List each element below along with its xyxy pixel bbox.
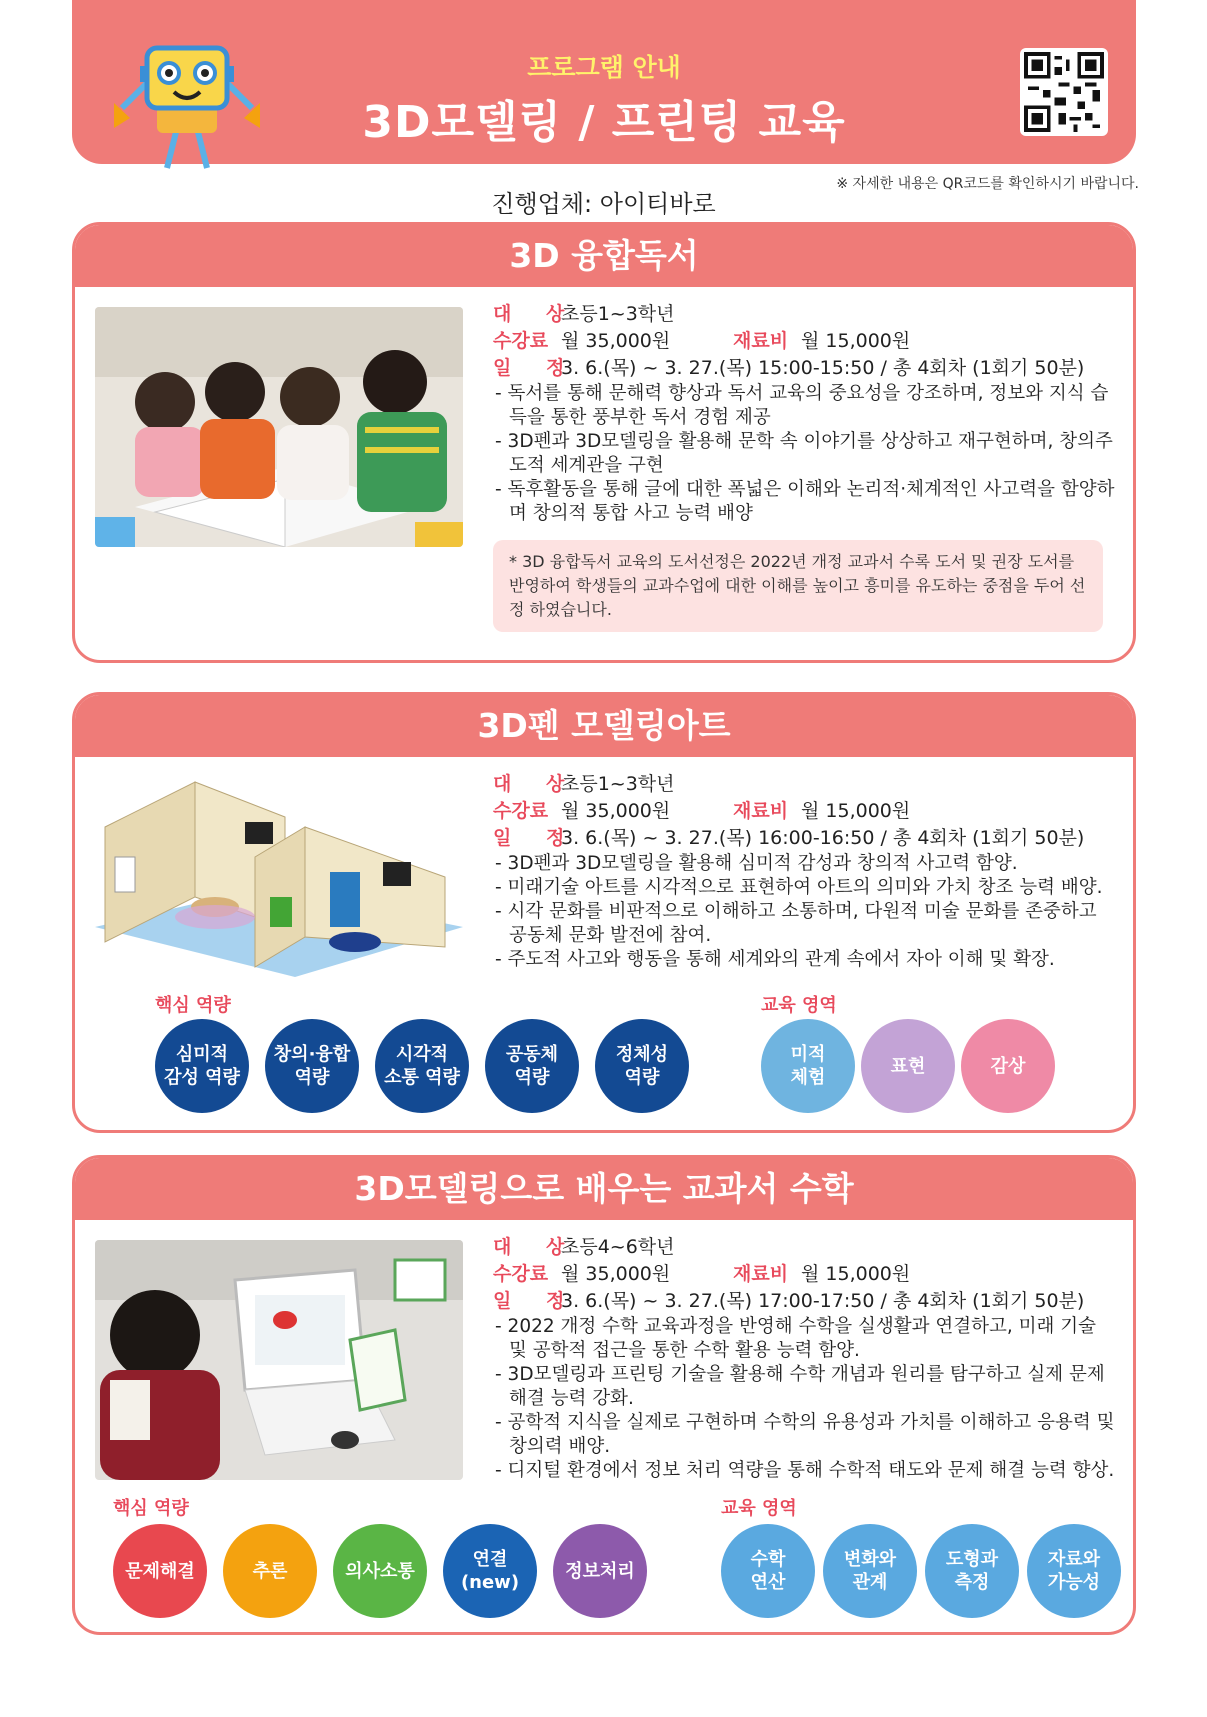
course-title: 3D펜 모델링아트 xyxy=(75,695,1133,757)
fee-label: 수강료 xyxy=(493,330,549,352)
core-badge: 문제해결 xyxy=(113,1524,207,1618)
core-badge: 연결 (new) xyxy=(443,1524,537,1618)
course-info xyxy=(493,301,1119,632)
fee-label: 수강료 xyxy=(493,800,549,822)
target-label: 대 상 xyxy=(493,773,579,795)
description-bullet: - 3D모델링과 프린팅 기술을 활용해 수학 개념과 원리를 탐구하고 실제 문제 해결 능력 강화. xyxy=(495,1364,1105,1409)
qr-note: ※ 자세한 내용은 QR코드를 확인하시기 바랍니다. xyxy=(836,176,1139,192)
education-area-label: 교육 영역 xyxy=(721,1498,797,1519)
schedule-row xyxy=(493,1288,1119,1315)
target-row xyxy=(493,301,1119,328)
header-banner xyxy=(72,0,1136,164)
schedule-row xyxy=(493,355,1119,382)
target-value: 초등1~3학년 xyxy=(561,773,675,795)
book-selection-note: * 3D 융합독서 교육의 도서선정은 2022년 개정 교과서 수록 도서 및 권장 도서를 반영하여 학생들의 교과수업에 대한 이해를 높이고 흥미를 유도하는 중점을 두어 선정 하였습니다. xyxy=(493,540,1103,632)
description-bullet: - 주도적 사고와 행동을 통해 세계와의 관계 속에서 자아 이해 및 확장. xyxy=(495,949,1055,970)
core-competency-label: 핵심 역량 xyxy=(155,995,231,1016)
target-row xyxy=(493,771,1119,798)
area-badge: 변화와 관계 xyxy=(823,1524,917,1618)
description-bullet: - 2022 개정 수학 교육과정을 반영해 수학을 실생활과 연결하고, 미래 기술 및 공학적 접근을 통한 수학 활용 능력 함양. xyxy=(495,1316,1096,1361)
material-value: 월 15,000원 xyxy=(801,330,911,352)
schedule-label: 일 정 xyxy=(493,357,579,379)
description-bullet: - 독서를 통해 문해력 향상과 독서 교육의 중요성을 강조하며, 정보와 지식 습득을 통한 풍부한 독서 경험 제공 xyxy=(495,383,1109,428)
header-subtitle: 프로그램 안내 xyxy=(527,53,681,82)
core-badge: 공동체 역량 xyxy=(485,1019,579,1113)
area-badge: 수학 연산 xyxy=(721,1524,815,1618)
material-value: 월 15,000원 xyxy=(801,800,911,822)
schedule-value: 3. 6.(목) ~ 3. 27.(목) 15:00-15:50 / 총 4회차 (1회기 50분) xyxy=(561,357,1085,379)
schedule-row xyxy=(493,825,1119,852)
student-laptop-photo xyxy=(95,1240,463,1480)
description-bullet: - 3D펜과 3D모델링을 활용해 문학 속 이야기를 상상하고 재구현하며, 창의주도적 세계관을 구현 xyxy=(495,431,1113,476)
area-badge: 도형과 측정 xyxy=(925,1524,1019,1618)
target-row xyxy=(493,1234,1119,1261)
core-badge: 시각적 소통 역량 xyxy=(375,1019,469,1113)
core-badge: 정체성 역량 xyxy=(595,1019,689,1113)
description-bullet: - 공학적 지식을 실제로 구현하며 수학의 유용성과 가치를 이해하고 응용력 및 창의력 배양. xyxy=(495,1412,1115,1457)
area-badge: 표현 xyxy=(861,1019,955,1113)
fee-row xyxy=(493,1261,1119,1288)
children-reading-photo xyxy=(95,307,463,547)
description-bullet: - 디지털 환경에서 정보 처리 역량을 통해 수학적 태도와 문제 해결 능력 향상. xyxy=(495,1460,1115,1481)
course-info xyxy=(493,1234,1119,1483)
description-bullet: - 시각 문화를 비판적으로 이해하고 소통하며, 다원적 미술 문화를 존중하고 공동체 문화 발전에 참여. xyxy=(495,901,1097,946)
area-badge: 감상 xyxy=(961,1019,1055,1113)
page-title: 3D모델링 / 프린팅 교육 xyxy=(362,97,846,148)
target-label: 대 상 xyxy=(493,303,579,325)
target-value: 초등4~6학년 xyxy=(561,1236,675,1258)
material-value: 월 15,000원 xyxy=(801,1263,911,1285)
schedule-label: 일 정 xyxy=(493,1290,579,1312)
core-badge: 창의·융합 역량 xyxy=(265,1019,359,1113)
core-badge: 정보처리 xyxy=(553,1524,647,1618)
vendor-text: 진행업체: 아이티바로 xyxy=(491,190,716,218)
core-competency-label: 핵심 역량 xyxy=(113,1498,189,1519)
fee-value: 월 35,000원 xyxy=(561,800,671,822)
material-label: 재료비 xyxy=(733,1263,789,1285)
fee-value: 월 35,000원 xyxy=(561,1263,671,1285)
schedule-label: 일 정 xyxy=(493,827,579,849)
core-badge: 의사소통 xyxy=(333,1524,427,1618)
area-badge: 미적 체험 xyxy=(761,1019,855,1113)
course-title: 3D모델링으로 배우는 교과서 수학 xyxy=(75,1158,1133,1220)
target-value: 초등1~3학년 xyxy=(561,303,675,325)
area-badge: 자료와 가능성 xyxy=(1027,1524,1121,1618)
course-title: 3D 융합독서 xyxy=(75,225,1133,287)
description-bullet: - 독후활동을 통해 글에 대한 폭넓은 이해와 논리적·체계적인 사고력을 함양하며 창의적 통합 사고 능력 배양 xyxy=(495,479,1115,524)
fee-row xyxy=(493,798,1119,825)
description-bullet: - 3D펜과 3D모델링을 활용해 심미적 감성과 창의적 사고력 함양. xyxy=(495,853,1018,874)
course-card-math xyxy=(72,1155,1136,1635)
material-label: 재료비 xyxy=(733,800,789,822)
target-label: 대 상 xyxy=(493,1236,579,1258)
3d-room-model-image xyxy=(95,777,463,977)
material-label: 재료비 xyxy=(733,330,789,352)
course-card-reading xyxy=(72,222,1136,663)
core-badge: 추론 xyxy=(223,1524,317,1618)
description-bullet: - 미래기술 아트를 시각적으로 표현하여 아트의 의미와 가치 창조 능력 배양. xyxy=(495,877,1103,898)
education-area-label: 교육 영역 xyxy=(761,995,837,1016)
schedule-value: 3. 6.(목) ~ 3. 27.(목) 16:00-16:50 / 총 4회차 (1회기 50분) xyxy=(561,827,1085,849)
fee-label: 수강료 xyxy=(493,1263,549,1285)
course-info xyxy=(493,771,1119,972)
fee-value: 월 35,000원 xyxy=(561,330,671,352)
schedule-value: 3. 6.(목) ~ 3. 27.(목) 17:00-17:50 / 총 4회차 (1회기 50분) xyxy=(561,1290,1085,1312)
course-card-pen-art xyxy=(72,692,1136,1133)
fee-row xyxy=(493,328,1119,355)
qr-code-icon[interactable] xyxy=(1020,48,1108,136)
core-badge: 심미적 감성 역량 xyxy=(155,1019,249,1113)
